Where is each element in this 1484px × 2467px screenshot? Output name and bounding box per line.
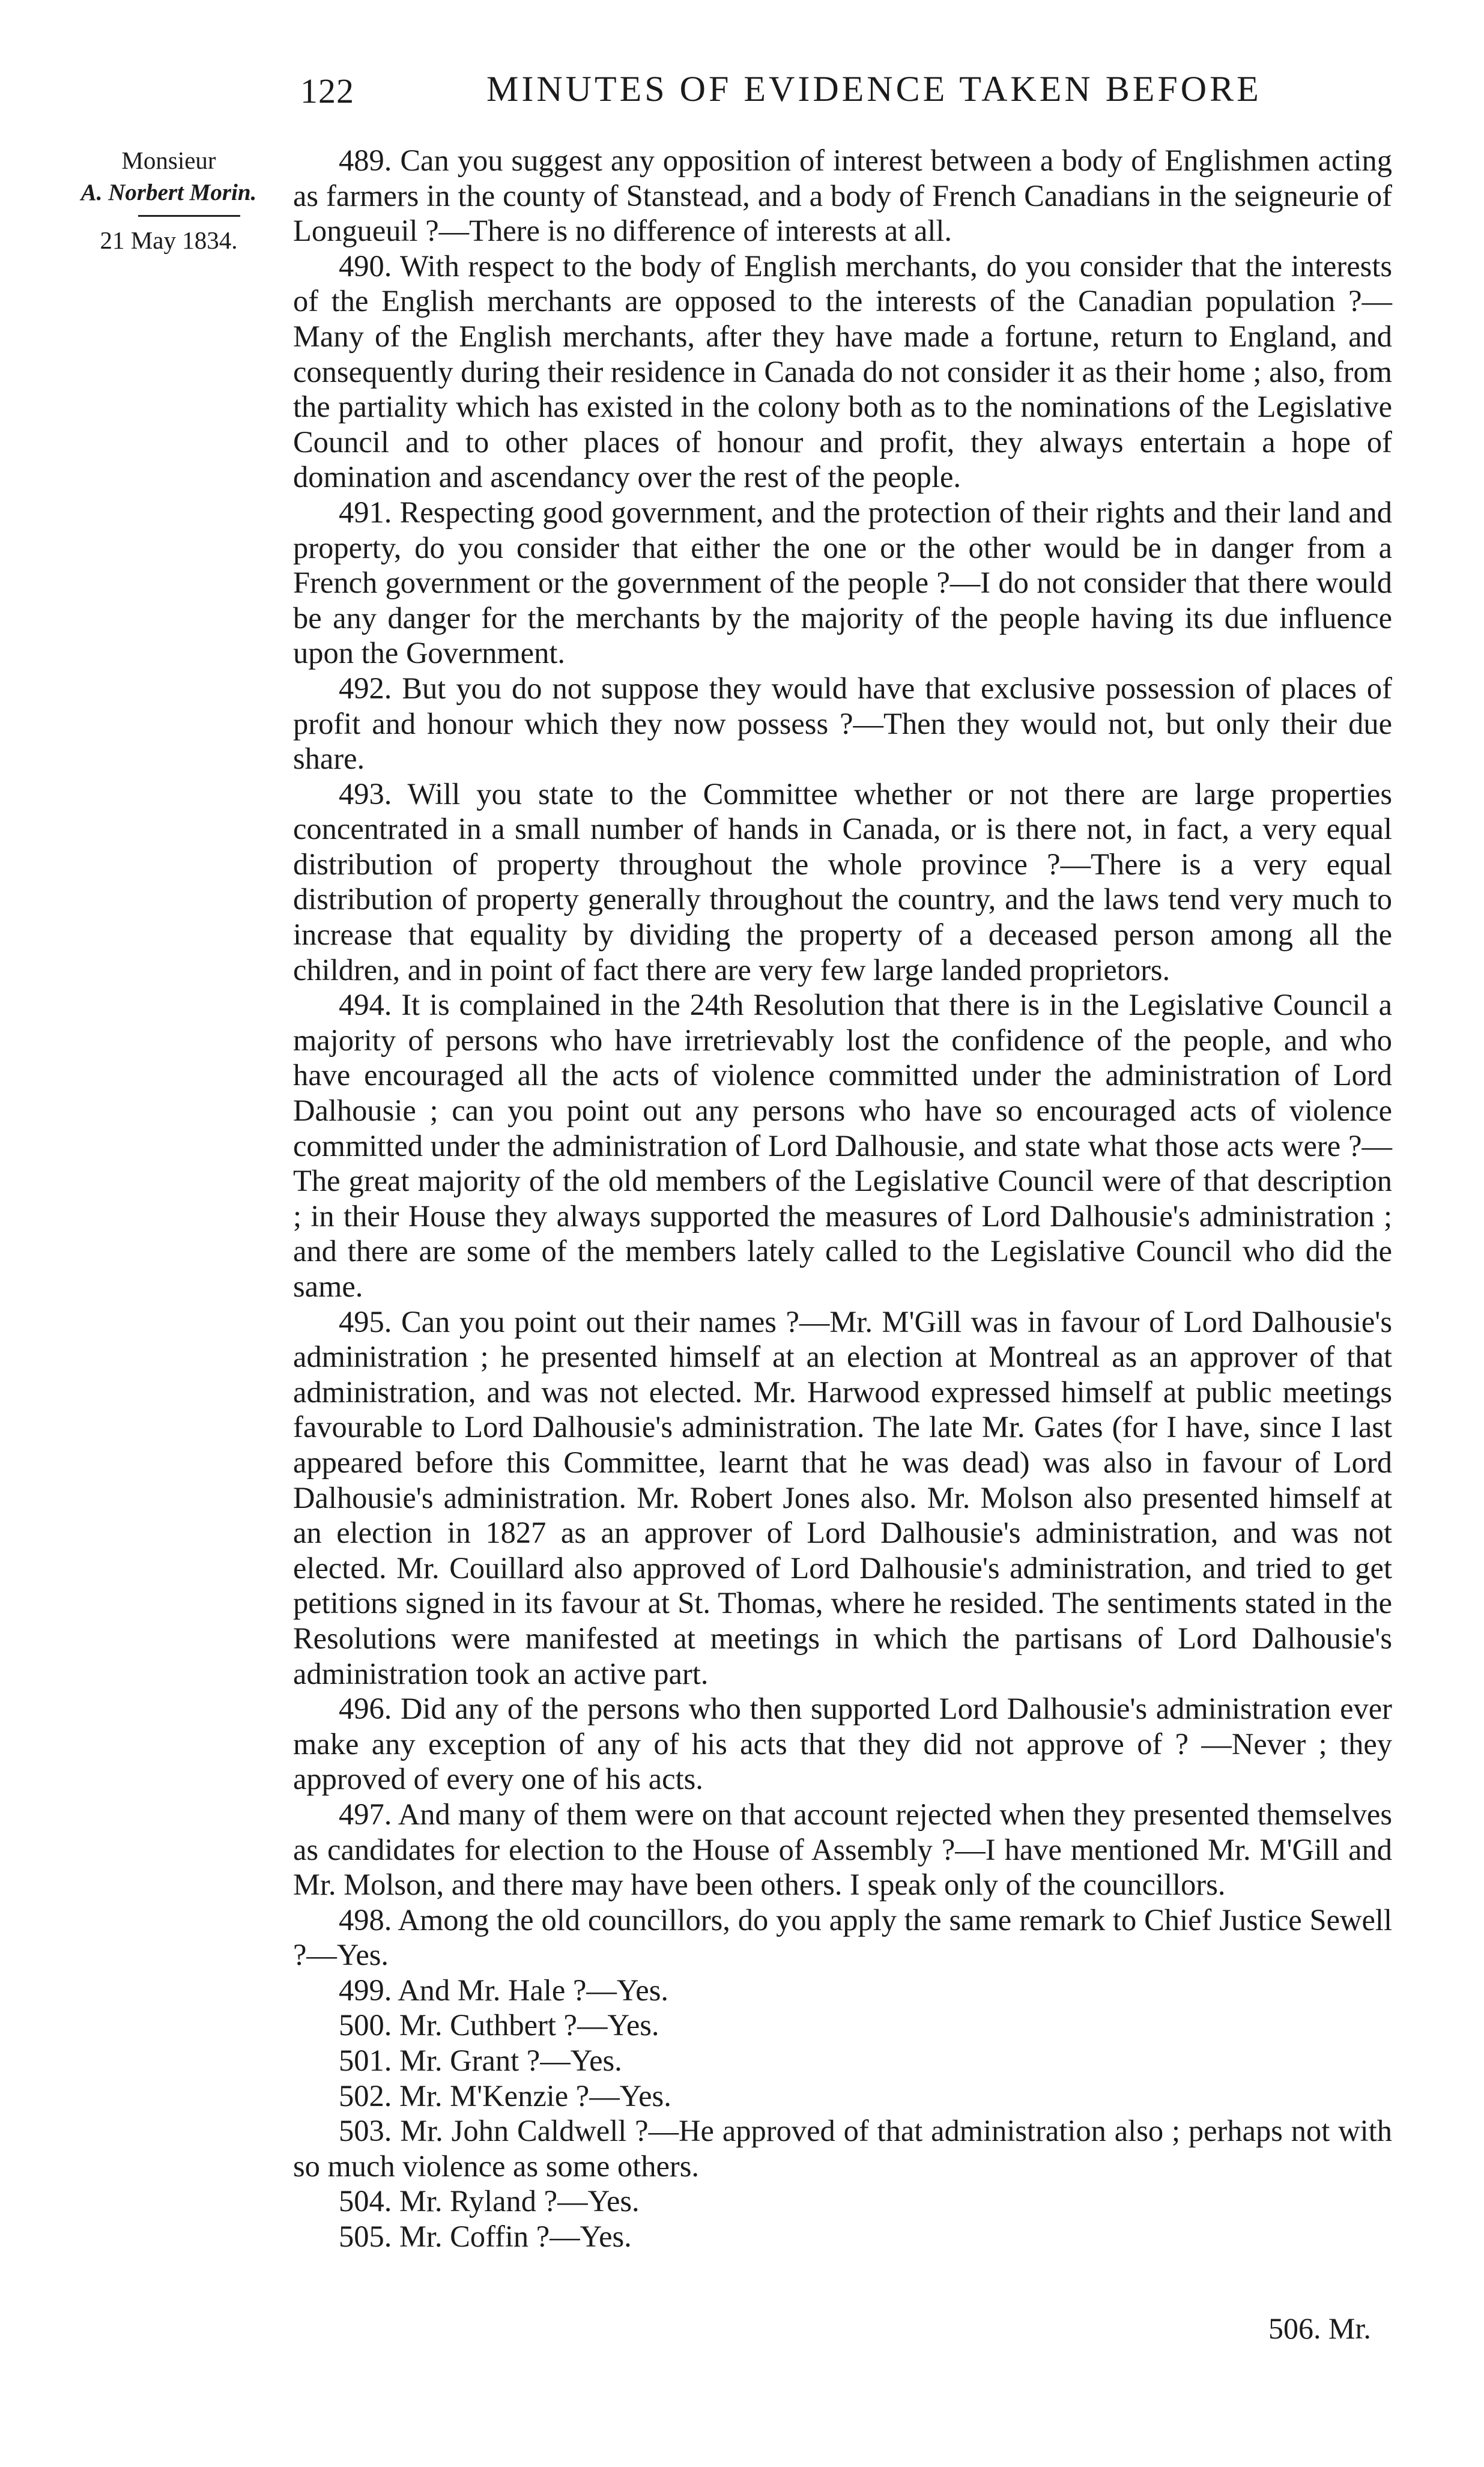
question-494: 494. It is complained in the 24th Resolution that there is in the Legislative Council a majority of persons who have irretrievably lost the confidence of the people, and who have encouraged all the acts of violence committed under the administration of Lord Dalhousie ; can you point out any persons who have so encouraged acts of violence committed under the administration of Lord Dalhousie, and state what those acts were ?—The great majority of the old members of the Legislative Council were of that description ; in their House they always supported the measures of Lord Dalhousie's administration ; and there are some of the members lately called to the Legislative Council who did the same. bbox=[293, 988, 1392, 1303]
witness-title: Monsieur bbox=[121, 147, 216, 174]
question-491: 491. Respecting good government, and the protection of their rights and their land and property, do you consider that either the one or the other would be in danger from a French government or the government of the people ?—I do not consider that there would be any danger for the merchants by the majority of the people having its due influence upon the Government. bbox=[293, 495, 1392, 670]
question-501: 501. Mr. Grant ?—Yes. bbox=[339, 2044, 622, 2078]
question-500: 500. Mr. Cuthbert ?—Yes. bbox=[339, 2008, 659, 2042]
question-504: 504. Mr. Ryland ?—Yes. bbox=[339, 2184, 640, 2218]
question-495: 495. Can you point out their names ?—Mr. M'Gill was in favour of Lord Dalhousie's administration ; he presented himself at an election at Montreal as an approver of that administration, and was not elected. Mr. Harwood expressed himself at public meetings favourable to Lord Dalhousie's administration. The late Mr. Gates (for I have, since I last appeared before this Committee, learnt that he was dead) was also in favour of Lord Dalhousie's administration. Mr. Robert Jones also. Mr. Molson also presented himself at an election in 1827 as an approver of Lord Dalhousie's administration, and was not elected. Mr. Couillard also approved of Lord Dalhousie's administration, and tried to get petitions signed in its favour at St. Thomas, where he resided. The sentiments stated in the Resolutions were manifested at meetings in which the partisans of Lord Dalhousie's administration took an active part. bbox=[293, 1304, 1392, 1691]
catch-word: 506. Mr. bbox=[1268, 2311, 1371, 2345]
evidence-body bbox=[293, 143, 1392, 2254]
question-492: 492. But you do not suppose they would have that exclusive possession of places of profit and honour which they now possess ?—Then they would not, but only their due share. bbox=[293, 671, 1392, 776]
page-number: 122 bbox=[300, 71, 354, 110]
margin-divider bbox=[138, 215, 240, 217]
question-505: 505. Mr. Coffin ?—Yes. bbox=[339, 2220, 632, 2254]
question-490: 490. With respect to the body of English merchants, do you consider that the interests of the English merchants are opposed to the interests of the Canadian population ?—Many of the English merchants, after they have made a fortune, return to England, and consequently during their residence in Canada do not consider it as their home ; also, from the partiality which has existed in the colony both as to the nominations of the Legislative Council and to other places of honour and profit, they always entertain a hope of domination and ascendancy over the rest of the people. bbox=[293, 249, 1392, 494]
witness-name: A. Norbert Morin. bbox=[80, 180, 257, 205]
page-header bbox=[300, 69, 1262, 119]
question-493: 493. Will you state to the Committee whether or not there are large properties concentrated in a small number of hands in Canada, or is there not, in fact, a very equal distribution of property throughout the whole province ?—There is a very equal distribution of property generally throughout the country, and the laws tend very much to increase that equality by dividing the property of a deceased person among all the children, and in point of fact there are very few large landed proprietors. bbox=[293, 776, 1392, 987]
running-title: MINUTES OF EVIDENCE TAKEN BEFORE bbox=[486, 69, 1262, 109]
question-496: 496. Did any of the persons who then supported Lord Dalhousie's administration ever make any exception of any of his acts that they did not approve of ? —Never ; they approved of every one of his acts. bbox=[293, 1692, 1392, 1796]
question-503: 503. Mr. John Caldwell ?—He approved of that administration also ; perhaps not with so much violence as some others. bbox=[293, 2114, 1392, 2183]
question-502: 502. Mr. M'Kenzie ?—Yes. bbox=[339, 2078, 671, 2113]
question-499: 499. And Mr. Hale ?—Yes. bbox=[339, 1973, 668, 2007]
question-489: 489. Can you suggest any opposition of interest between a body of Englishmen acting as farmers in the county of Stanstead, and a body of French Canadians in the seigneurie of Longueuil ?—There is no difference of interests at all. bbox=[293, 144, 1392, 248]
evidence-date: 21 May 1834. bbox=[100, 226, 238, 254]
question-498: 498. Among the old councillors, do you apply the same remark to Chief Justice Sewell ?—Yes. bbox=[293, 1902, 1392, 1972]
margin-note bbox=[58, 144, 280, 256]
question-497: 497. And many of them were on that account rejected when they presented themselves as candidates for election to the House of Assembly ?—I have mentioned Mr. M'Gill and Mr. Molson, and there may have been others. I speak only of the councillors. bbox=[293, 1797, 1392, 1902]
